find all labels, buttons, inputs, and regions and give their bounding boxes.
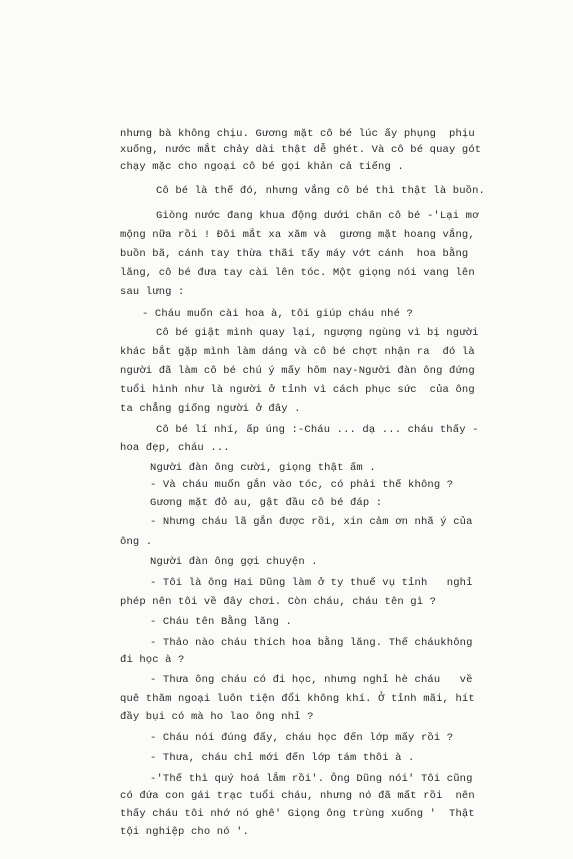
text-line: tội nghiệp cho nó '.	[120, 826, 250, 838]
text-line: - Cháu tên Bằng lăng .	[150, 616, 292, 628]
text-line: đầy bụi có mà ho lao ông nhỉ ?	[120, 711, 314, 723]
text-line: Người đàn ông cười, giọng thật ấm .	[150, 462, 376, 474]
text-line: đi học à ?	[120, 654, 185, 666]
text-line: Cô bé lí nhí, ấp úng :-Cháu ... dạ ... cháu thấy -	[156, 424, 479, 436]
text-line: - Nhưng cháu lã gắn được rồi, xin cảm ơn nhã ý của	[150, 516, 473, 528]
text-line: có đứa con gái trạc tuổi cháu, nhưng nó đã mất rồi nên	[120, 790, 475, 802]
text-line: hoa đẹp, cháu ...	[120, 442, 230, 454]
text-line: nhưng bà không chịu. Gương mặt cô bé lúc ấy phụng phịu	[120, 128, 475, 140]
text-line: - Thưa, cháu chỉ mới đến lớp tám thôi à .	[150, 752, 415, 764]
text-line: - Cháu muốn cài hoa à, tôi giúp cháu nhé ?	[142, 308, 413, 320]
text-line: Gương mặt đỏ au, gật đầu cô bé đáp :	[150, 497, 383, 509]
text-line: Cô bé giật mình quay lại, ngượng ngùng vì bị người	[156, 327, 479, 339]
text-line: phép nên tôi về đây chơi. Còn cháu, cháu tên gì ?	[120, 596, 437, 608]
text-line: ta chẳng giống người ở đây .	[120, 403, 301, 415]
text-line: -'Thế thì quý hoá lắm rồi'. Ông Dũng nói' Tôi cũng	[150, 773, 473, 785]
text-line: xuống, nước mắt chảy dài thật dễ ghét. Và cô bé quay gót	[120, 144, 482, 156]
text-line: quê thăm ngoại luôn tiện đổi không khí. Ở tỉnh mãi, hít	[120, 693, 475, 705]
text-line: lăng, cô bé đưa tay cài lên tóc. Một giọng nói vang lên	[120, 267, 475, 279]
text-line: Giòng nước đang khua động dưới chân cô bé -'Lại mơ	[156, 210, 479, 222]
text-line: Người đàn ông gợi chuyện .	[150, 556, 318, 568]
text-line: - Thảo nào cháu thích hoa bằng lăng. Thế cháukhông	[150, 637, 473, 649]
text-line: sau lưng :	[120, 286, 185, 298]
text-line: thấy cháu tôi nhớ nó ghê' Giọng ông trùng xuống ' Thật	[120, 808, 475, 820]
text-line: - Thưa ông cháu có đi học, nhưng nghỉ hè cháu về	[150, 674, 473, 686]
text-line: buồn bã, cánh tay thừa thãi tấy máy vớt cánh hoa bằng	[120, 248, 469, 260]
text-line: ông .	[120, 536, 153, 548]
text-line: Cô bé là thế đó, nhưng vắng cô bé thì thật là buồn.	[156, 185, 486, 197]
text-line: - Và cháu muốn gắn vào tóc, có phải thế không ?	[150, 479, 454, 491]
text-line: mộng nữa rồi ! Đôi mắt xa xăm và gương mặt hoang vắng,	[120, 229, 475, 241]
text-line: khác bắt gặp mình làm dáng và cô bé chợt nhận ra đó là	[120, 346, 475, 358]
text-line: người đã làm cô bé chú ý mấy hôm nay-Người đàn ông đứng	[120, 365, 475, 377]
text-line: tuổi hình như là người ở tỉnh vì cách phục sức của ông	[120, 384, 475, 396]
text-line: chạy mặc cho ngoại cô bé gọi khản cả tiếng .	[120, 161, 404, 173]
text-line: - Tôi là ông Hai Dũng làm ở ty thuế vụ tỉnh nghỉ	[150, 577, 473, 589]
text-line: - Cháu nói đúng đấy, cháu học đến lớp mấy rồi ?	[150, 732, 454, 744]
